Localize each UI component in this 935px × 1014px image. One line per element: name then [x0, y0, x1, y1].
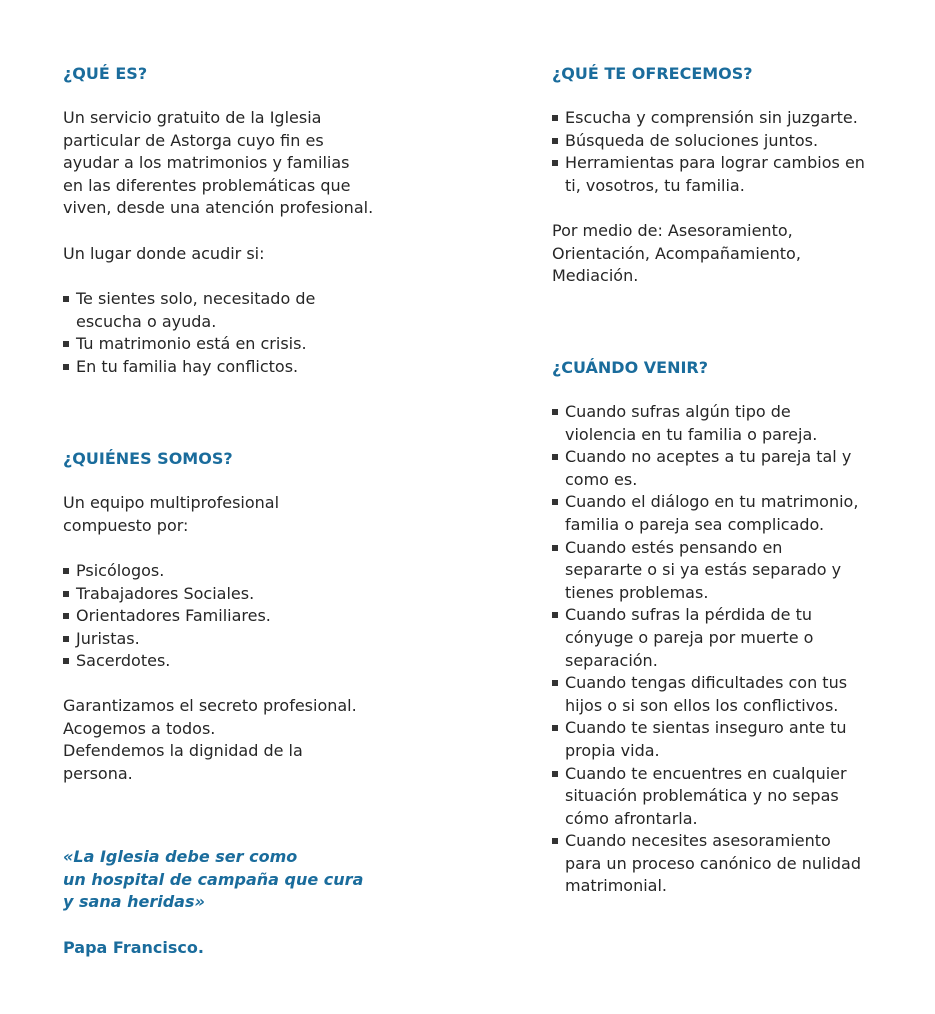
bullet-line: Cuando sufras algún tipo de	[565, 402, 791, 421]
bullet-item	[552, 763, 861, 831]
que-es-paragraph	[63, 107, 373, 220]
bullet-line: Cuando estés pensando en	[565, 537, 783, 557]
bullet-item	[552, 672, 861, 717]
bullet-line: Herramientas para lograr cambios en	[565, 153, 865, 173]
paragraph-line: ayudar a los matrimonios y familias	[63, 153, 350, 173]
bullet-line: cómo afrontarla.	[565, 808, 698, 828]
bullet-line: Sacerdotes.	[76, 651, 171, 671]
bullet-item	[63, 583, 271, 606]
bullet-item	[63, 333, 315, 356]
bullet-item	[63, 356, 315, 379]
bullet-item	[63, 650, 271, 673]
bullet-item	[552, 152, 865, 197]
paragraph-line: Orientación, Acompañamiento,	[552, 243, 801, 263]
lugar-bullet-list	[63, 288, 315, 378]
bullet-line: Cuando sufras la pérdida de tu	[565, 605, 812, 625]
bullet-line: violencia en tu familia o pareja.	[565, 424, 818, 444]
bullet-line: matrimonial.	[565, 876, 667, 896]
paragraph-line: Mediación.	[552, 266, 639, 286]
bullet-line: separación.	[565, 650, 658, 670]
paragraph-line: compuesto por:	[63, 515, 189, 535]
cuando-venir-heading: ¿CUÁNDO VENIR?	[552, 358, 709, 377]
bullet-item	[63, 560, 271, 583]
bullet-item	[552, 446, 861, 491]
bullet-line: Búsqueda de soluciones juntos.	[565, 130, 819, 150]
quote-author: Papa Francisco.	[63, 938, 204, 957]
paragraph-line: Acogemos a todos.	[63, 718, 216, 738]
bullet-line: hijos o si son ellos los conflictivos.	[565, 695, 839, 715]
bullet-line: Escucha y comprensión sin juzgarte.	[565, 108, 858, 127]
bullet-item	[552, 401, 861, 446]
quote-line: un hospital de campaña que cura	[63, 869, 364, 889]
paragraph-line: Garantizamos el secreto profesional.	[63, 696, 357, 715]
paragraph-line: Un servicio gratuito de la Iglesia	[63, 108, 322, 127]
bullet-item	[63, 605, 271, 628]
paragraph-line: Por medio de: Asesoramiento,	[552, 221, 793, 240]
bullet-line: Tu matrimonio está en crisis.	[76, 334, 307, 354]
que-te-ofrecemos-heading: ¿QUÉ TE OFRECEMOS?	[552, 64, 753, 83]
bullet-line: Cuando tengas dificultades con tus	[565, 673, 848, 693]
bullet-line: escucha o ayuda.	[76, 311, 217, 331]
paragraph-line: en las diferentes problemáticas que	[63, 175, 351, 195]
bullet-line: Cuando necesites asesoramiento	[565, 831, 831, 851]
quote-line: «La Iglesia debe ser como	[63, 847, 298, 866]
bullet-line: situación problemática y no sepas	[565, 786, 839, 806]
que-es-heading: ¿QUÉ ES?	[63, 64, 148, 83]
bullet-line: ti, vosotros, tu familia.	[565, 175, 745, 195]
cuando-venir-list	[552, 401, 861, 898]
quote-line: y sana heridas»	[63, 892, 205, 912]
bullet-line: Cuando no aceptes a tu pareja tal y	[565, 447, 852, 467]
ofrecemos-list	[552, 107, 865, 197]
quienes-somos-heading: ¿QUIÉNES SOMOS?	[63, 449, 233, 468]
bullet-line: Cuando el diálogo en tu matrimonio,	[565, 492, 859, 512]
bullet-line: Psicólogos.	[76, 561, 165, 580]
bullet-line: cónyuge o pareja por muerte o	[565, 627, 814, 647]
lugar-intro: Un lugar donde acudir si:	[63, 244, 265, 263]
medio-paragraph	[552, 220, 801, 288]
bullet-line: Cuando te encuentres en cualquier	[565, 763, 847, 783]
bullet-line: Cuando te sientas inseguro ante tu	[565, 718, 847, 738]
paragraph-line: viven, desde una atención profesional.	[63, 198, 374, 218]
pope-quote	[63, 846, 363, 914]
bullet-item	[552, 537, 861, 605]
quienes-closing	[63, 695, 357, 785]
bullet-line: para un proceso canónico de nulidad	[565, 853, 861, 873]
bullet-item	[552, 830, 861, 898]
bullet-line: familia o pareja sea complicado.	[565, 514, 825, 534]
bullet-line: separarte o si ya estás separado y	[565, 560, 842, 580]
bullet-item	[552, 130, 865, 153]
bullet-line: Te sientes solo, necesitado de	[76, 289, 316, 308]
paragraph-line: Defendemos la dignidad de la	[63, 741, 303, 761]
bullet-item	[552, 604, 861, 672]
bullet-line: Trabajadores Sociales.	[76, 583, 255, 603]
bullet-line: En tu familia hay conflictos.	[76, 356, 299, 376]
paragraph-line: particular de Astorga cuyo fin es	[63, 130, 324, 150]
bullet-line: Orientadores Familiares.	[76, 606, 271, 626]
bullet-line: propia vida.	[565, 740, 660, 760]
bullet-item	[63, 288, 315, 333]
quienes-intro	[63, 492, 279, 537]
bullet-line: como es.	[565, 469, 638, 489]
paragraph-line: Un equipo multiprofesional	[63, 493, 280, 512]
bullet-item	[552, 491, 861, 536]
bullet-line: Juristas.	[76, 628, 140, 648]
bullet-item	[63, 628, 271, 651]
profesionales-list	[63, 560, 271, 673]
paragraph-line: persona.	[63, 763, 133, 783]
bullet-line: tienes problemas.	[565, 582, 709, 602]
bullet-item	[552, 107, 865, 130]
bullet-item	[552, 717, 861, 762]
